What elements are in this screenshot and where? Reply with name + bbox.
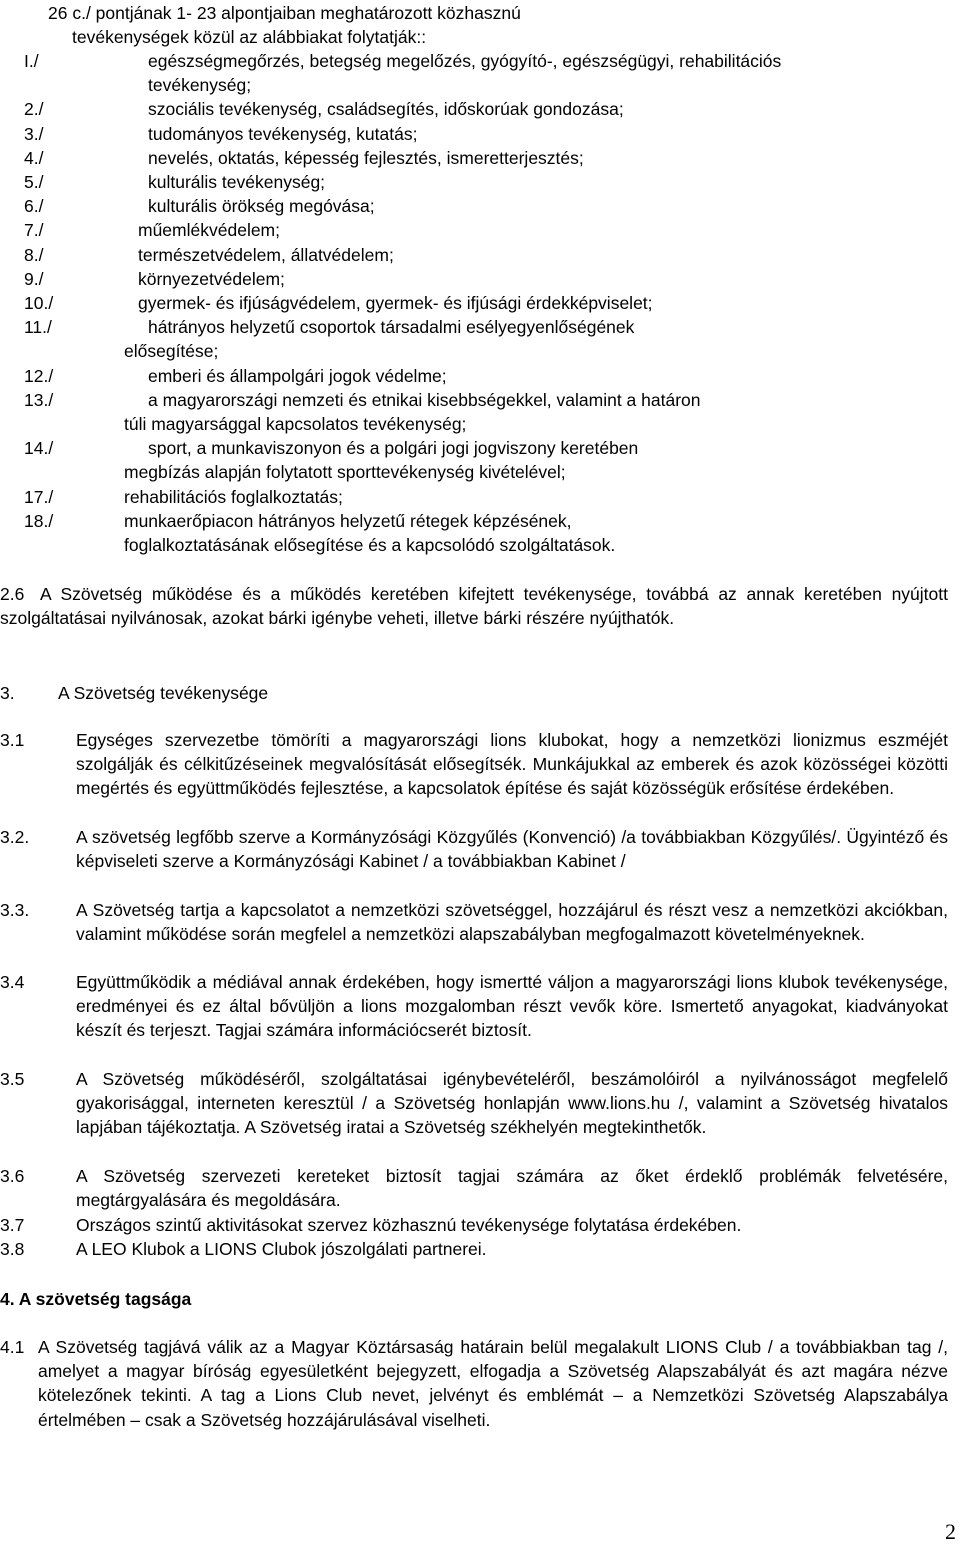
page-number: 2 bbox=[945, 1519, 956, 1544]
section-3-item-text: Egységes szervezetbe tömöríti a magyarországi lions klubokat, hogy a nemzetközi lionizmus eszméjét szolgálják és célkitűzéseinek megvalósítását elősegítsék. Munkájukkal az emberek és azok közösségei közötti megértés és együttműködés fejlesztése, a kapcsolatok építése és saját közösségük erősítése érdekében. bbox=[76, 730, 948, 799]
activity-number: 4./ bbox=[24, 147, 44, 168]
activity-number: 14./ bbox=[24, 438, 54, 459]
section-3-item-number: 3.6 bbox=[0, 1166, 25, 1186]
section-3-heading bbox=[0, 681, 268, 705]
intro-paragraph bbox=[48, 1, 521, 49]
section-3-item-text: A Szövetség szervezeti kereteket biztosít tagjai számára az őket érdeklő problémák felvetésére, megtárgyalására és megoldására. bbox=[76, 1166, 948, 1211]
activity-text: a magyarországi nemzeti és etnikai kisebbségekkel, valamint a határon bbox=[148, 389, 701, 410]
section-2-6-number: 2.6 bbox=[0, 584, 25, 604]
section-3-item-number: 3.3. bbox=[0, 900, 30, 920]
section-2-6 bbox=[0, 582, 948, 630]
activity-number: 7./ bbox=[24, 220, 44, 241]
activity-text: emberi és állampolgári jogok védelme; bbox=[148, 365, 447, 386]
activity-text: környezetvédelem; bbox=[138, 268, 285, 289]
activity-number: 6./ bbox=[24, 196, 44, 217]
section-3-item-text: A LEO Klubok a LIONS Clubok jószolgálati partnerei. bbox=[76, 1239, 487, 1259]
activity-text-continuation: túli magyarsággal kapcsolatos tevékenység; bbox=[124, 414, 467, 434]
activity-number: 9./ bbox=[24, 268, 44, 289]
section-3-item-text: A Szövetség működéséről, szolgáltatásai igénybevételéről, beszámolóiról a nyilvánosságot megfelelő gyakorisággal, interneten keresztül / a Szövetség honlapján www.lions.hu /, valamint a Szövetség hivatalos lapjában tájékoztatja. A Szövetség iratai a Szövetség székhelyén megtekinthetők. bbox=[76, 1069, 948, 1138]
section-3-number: 3. bbox=[0, 683, 15, 703]
activity-text: természetvédelem, állatvédelem; bbox=[138, 244, 394, 265]
activity-number: 10./ bbox=[24, 293, 54, 313]
activity-text: tudományos tevékenység, kutatás; bbox=[148, 123, 418, 144]
activity-number: 12./ bbox=[24, 365, 54, 386]
activity-number: 5./ bbox=[24, 172, 44, 192]
activity-number: 17./ bbox=[24, 486, 54, 507]
activity-text: kulturális tevékenység; bbox=[148, 172, 326, 192]
section-3-item-text: Országos szintű aktivitásokat szervez közhasznú tevékenysége folytatása érdekében. bbox=[76, 1215, 742, 1235]
section-3-item-number: 3.5 bbox=[0, 1069, 25, 1089]
activity-text: nevelés, oktatás, képesség fejlesztés, ismeretterjesztés; bbox=[148, 147, 584, 168]
section-3-item-number: 3.4 bbox=[0, 972, 25, 992]
activity-text: hátrányos helyzetű csoportok társadalmi esélyegyenlőségének bbox=[148, 317, 635, 338]
activity-number: 18./ bbox=[24, 510, 54, 531]
activity-text-continuation: elősegítése; bbox=[124, 341, 219, 362]
section-3-item-text: A szövetség legfőbb szerve a Kormányzósági Közgyűlés (Konvenció) /a továbbiakban Közgyűlés/. Ügyintéző és képviseleti szerve a Kormányzósági Kabinet / a továbbiakban Kabinet / bbox=[76, 827, 948, 872]
section-3-item-text: Együttműködik a médiával annak érdekében, hogy ismertté váljon a magyarországi lions klubok tevékenysége, eredményei és ez által bővüljön a lions mozgalomban részt vevők köre. Ismertető anyagokat, kiadványokat készít és terjeszt. Tagjai számára információcserét biztosít. bbox=[76, 972, 948, 1041]
activity-text: műemlékvédelem; bbox=[138, 220, 280, 241]
activity-number: 2./ bbox=[24, 99, 44, 120]
section-3-item-number: 3.7 bbox=[0, 1215, 25, 1235]
activity-text: munkaerőpiacon hátrányos helyzetű rétegek képzésének, bbox=[124, 510, 572, 531]
activity-text: gyermek- és ifjúságvédelem, gyermek- és ifjúsági érdekképviselet; bbox=[138, 293, 653, 313]
section-4-1-number: 4.1 bbox=[0, 1337, 25, 1357]
activity-text: szociális tevékenység, családsegítés, időskorúak gondozása; bbox=[148, 99, 624, 120]
activity-number: 11./ bbox=[24, 317, 52, 338]
activity-text: rehabilitációs foglalkoztatás; bbox=[124, 486, 343, 507]
section-3-item-number: 3.8 bbox=[0, 1239, 25, 1259]
section-3-title: A Szövetség tevékenysége bbox=[58, 683, 269, 703]
activity-text-continuation: foglalkoztatásának elősegítése és a kapcsolódó szolgáltatások. bbox=[124, 535, 616, 555]
activity-text-continuation: tevékenység; bbox=[148, 75, 252, 96]
activity-text-continuation: megbízás alapján folytatott sporttevékenység kivételével; bbox=[124, 462, 566, 483]
section-2-6-text: A Szövetség működése és a működés keretében kifejtett tevékenysége, továbbá az annak keretében nyújtott szolgáltatásai nyilvánosak, azokat bárki igénybe veheti, illetve bárki részére nyújthatók. bbox=[0, 584, 948, 629]
intro-line-1: 26 c./ pontjának 1- 23 alpontjaiban meghatározott közhasznú bbox=[48, 3, 521, 23]
section-3-item-number: 3.2. bbox=[0, 827, 30, 847]
activity-number: I./ bbox=[24, 51, 39, 71]
activity-number: 8./ bbox=[24, 244, 44, 265]
activity-number: 13./ bbox=[24, 389, 54, 410]
activity-text: egészségmegőrzés, betegség megelőzés, gyógyító-, egészségügyi, rehabilitációs bbox=[148, 51, 782, 71]
section-4-heading: 4. A szövetség tagsága bbox=[0, 1289, 192, 1309]
intro-line-2: tevékenységek közül az alábbiakat folytatják:: bbox=[72, 27, 427, 48]
activity-number: 3./ bbox=[24, 123, 44, 144]
activity-text: sport, a munkaviszonyon és a polgári jogi jogviszony keretében bbox=[148, 438, 639, 459]
section-3-item-text: A Szövetség tartja a kapcsolatot a nemzetközi szövetséggel, hozzájárul és részt vesz a nemzetközi akciókban, valamint működése során megfelel a nemzetközi alapszabályban megfogalmazott követelményeknek. bbox=[76, 900, 948, 945]
section-3-item-number: 3.1 bbox=[0, 730, 25, 750]
section-4-1-text: A Szövetség tagjává válik az a Magyar Köztársaság határain belül megalakult LIONS Club / a továbbiakban tag /, amelyet a magyar bíróság egyesületként bejegyzett, elfogadja a Szövetség Alapszabályát és azt magára nézve kötelezőnek tekinti. A tag a Lions Club nevet, jelvényt és emblémát – a Nemzetközi Szövetség Alapszabálya értelmében – csak a Szövetség hozzájárulásával viselheti. bbox=[38, 1337, 948, 1430]
activity-text: kulturális örökség megóvása; bbox=[148, 196, 375, 217]
